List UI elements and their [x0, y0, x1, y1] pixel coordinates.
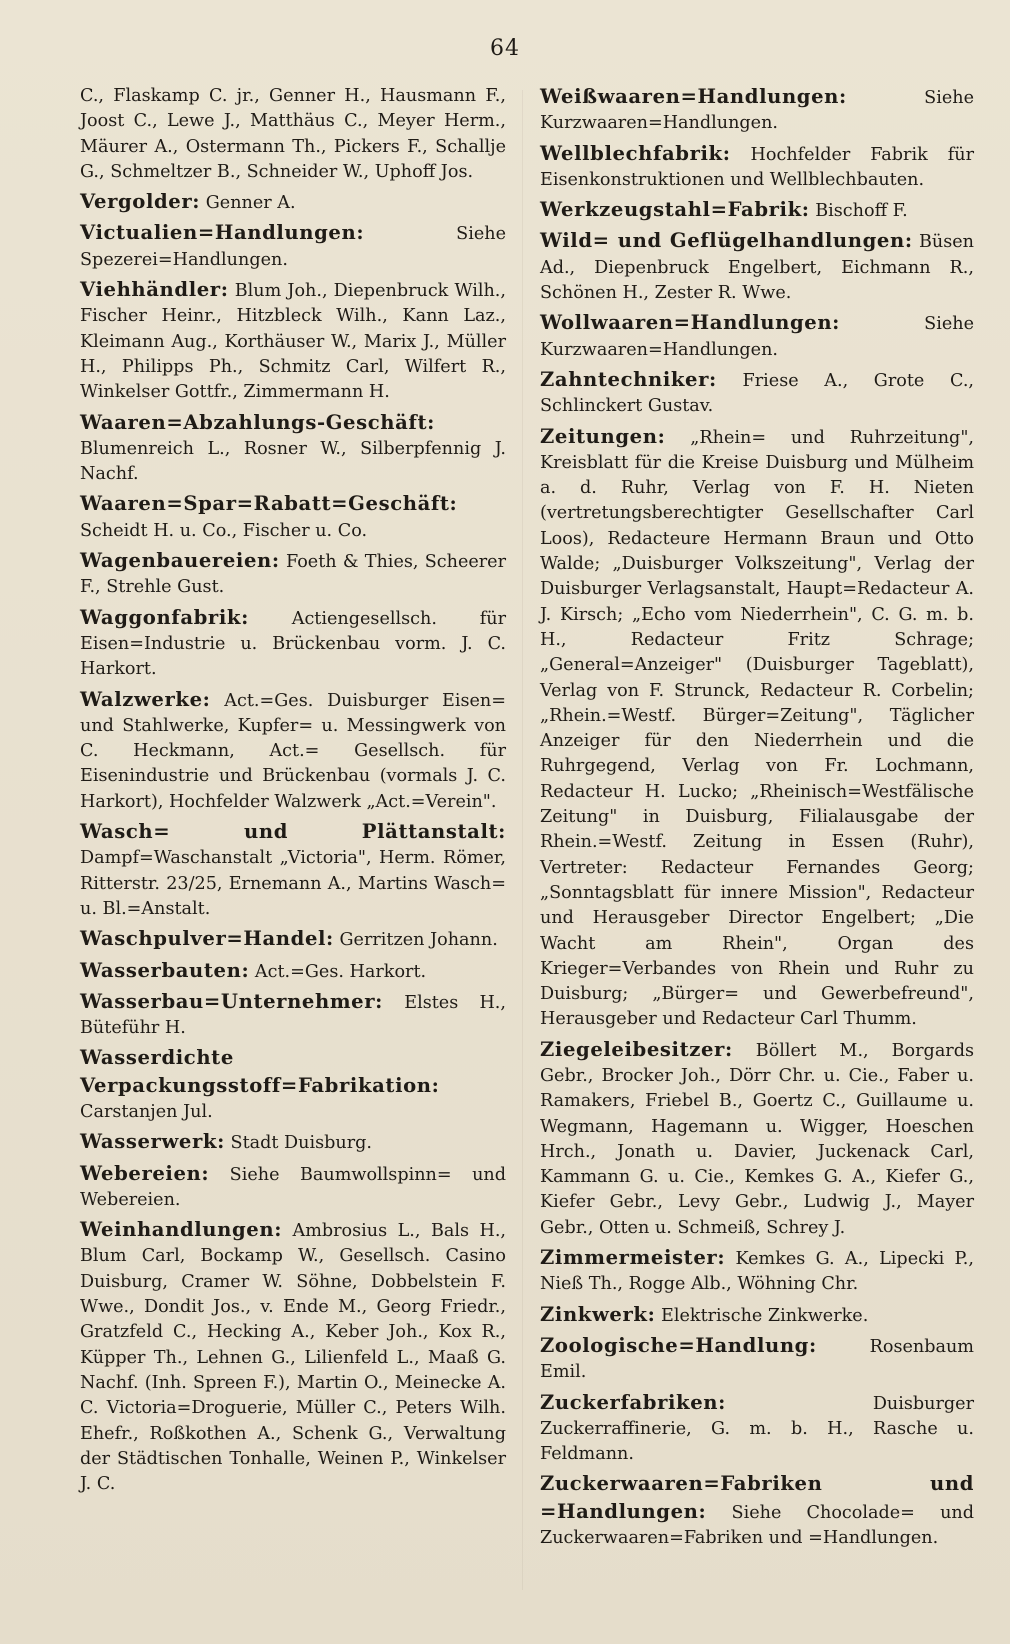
- directory-entry: [80, 1217, 506, 1497]
- entry-text: Ambrosius L., Bals H., Blum Carl, Bockamp W., Gesellsch. Casino Duisburg, Cramer W. Söhne, Dobbelstein F. Wwe., Dondit Jos., v. Ende M., Georg Friedr., Gratzfeld C., Hecking A., Keber Joh., Kox R., Küpper Th., Lehnen G., Lilienfeld L., Maaß G. Nachf. (Inh. Spreen F.), Martin O., Meinecke A. C. Victoria=Droguerie, Müller C., Peters Wilh. Ehefr., Roßkothen A., Schenk G., Verwaltung der Städtischen Tonhalle, Weinen P., Winkelser J. C.: [80, 1221, 507, 1495]
- entry-text: Dampf=Waschanstalt „Victoria", Herm. Römer, Ritterstr. 23/25, Ernemann A., Martins Wasch= u. Bl.=Anstalt.: [80, 848, 506, 919]
- entry-heading: Wasserdichte Verpackungsstoff=Fabrikation:: [80, 1046, 440, 1097]
- directory-entry: [540, 228, 974, 306]
- directory-entry: [540, 1471, 974, 1551]
- entry-text: Blum Joh., Diepenbruck Wilh., Fischer Heinr., Hitzbleck Wilh., Kann Laz., Kleimann Aug., Korthäuser W., Marix J., Müller H., Philipps Ph., Schmitz Carl, Wilfert R., Winkelser Gottfr., Zimmermann H.: [80, 281, 506, 403]
- column-gutter: [522, 90, 523, 1590]
- entry-text: Büsen Ad., Diepenbruck Engelbert, Eichmann R., Schönen H., Zester R. Wwe.: [540, 232, 974, 304]
- entry-heading: Zuckerfabriken:: [540, 1390, 726, 1414]
- directory-entry: [540, 1037, 974, 1241]
- entry-text: Siehe Spezerei=Handlungen.: [80, 224, 506, 270]
- directory-entry: [540, 310, 974, 363]
- entry-text: Stadt Duisburg.: [230, 1133, 373, 1154]
- entry-text: Hochfelder Fabrik für Eisenkonstruktionen und Wellblechbauten.: [540, 144, 975, 190]
- entry-text: Siehe Kurzwaaren=Handlungen.: [540, 314, 974, 360]
- entry-text: Rosenbaum Emil.: [540, 1336, 974, 1383]
- entry-heading: Wellblechfabrik:: [540, 141, 731, 165]
- entry-heading: Walzwerke:: [80, 687, 211, 711]
- entry-heading: Zeitungen:: [540, 424, 666, 448]
- directory-entry: [540, 1333, 974, 1386]
- directory-entry: [540, 424, 974, 1033]
- directory-entry: [540, 1390, 974, 1468]
- directory-entry: [540, 367, 974, 420]
- entry-heading: Zimmermeister:: [540, 1246, 726, 1270]
- directory-entry: [80, 84, 506, 185]
- directory-entry: [80, 548, 506, 601]
- entry-heading: Wagenbauereien:: [80, 549, 280, 573]
- entry-heading: Waggonfabrik:: [80, 605, 249, 629]
- left-column: [80, 84, 506, 1501]
- entry-heading: Wollwaaren=Handlungen:: [540, 311, 841, 335]
- entry-heading: Zoologische=Handlung:: [540, 1333, 817, 1357]
- entry-text: Siehe Baumwollspinn= und Webereien.: [80, 1164, 506, 1210]
- entry-heading: Waaren=Abzahlungs-Geschäft:: [80, 410, 435, 434]
- entry-text: Siehe Chocolade= und Zuckerwaaren=Fabriken und =Handlungen.: [540, 1502, 974, 1549]
- entry-text: Duisburger Zuckerraffinerie, G. m. b. H., Rasche u. Feldmann.: [540, 1393, 974, 1465]
- entry-text: Act.=Ges. Duisburger Eisen= und Stahlwerke, Kupfer= u. Messingwerk von C. Heckmann, Act.= Gesellsch. für Eisenindustrie und Brückenbau (vormals J. C. Harkort), Hochfelder Walzwerk „Act.=Verein".: [80, 690, 506, 812]
- entry-text: Bischoff F.: [815, 201, 908, 222]
- directory-entry: [80, 989, 506, 1042]
- entry-heading: Waaren=Spar=Rabatt=Geschäft:: [80, 492, 458, 516]
- entry-text: Böllert M., Borgards Gebr., Brocker Joh., Dörr Chr. u. Cie., Faber u. Ramakers, Friebel B., Goertz C., Guillaume u. Wegmann, Hagemann u. Wigger, Hoeschen Hrch., Jonath u. Davier, Juckenack Carl, Kammann G. u. Cie., Kemkes G. A., Kiefer G., Kiefer Gebr., Levy Gebr., Ludwig J., Mayer Gebr., Otten u. Schmeiß, Schrey J.: [540, 1040, 975, 1238]
- entry-text: Genner A.: [205, 193, 296, 214]
- entry-text: Actiengesellsch. für Eisen=Industrie u. Brückenbau vorm. J. C. Harkort.: [80, 608, 506, 680]
- directory-entry: [80, 1129, 506, 1156]
- entry-heading: Waschpulver=Handel:: [80, 927, 334, 951]
- directory-entry: [540, 197, 974, 224]
- entry-heading: Victualien=Handlungen:: [80, 221, 365, 245]
- directory-entry: [80, 410, 506, 488]
- entry-heading: Wasserbauten:: [80, 958, 250, 982]
- entry-heading: Werkzeugstahl=Fabrik:: [540, 198, 810, 222]
- entry-text: Siehe Kurzwaaren=Handlungen.: [540, 88, 974, 134]
- page-number: 64: [490, 36, 520, 61]
- directory-entry: [80, 1045, 506, 1125]
- entry-heading: Zinkwerk:: [540, 1302, 656, 1326]
- directory-entry: [80, 189, 506, 216]
- entry-text: Elstes H., Büteführ H.: [80, 992, 506, 1039]
- directory-entry: [80, 687, 506, 815]
- entry-text: Act.=Ges. Harkort.: [254, 961, 427, 982]
- entry-text: C., Flaskamp C. jr., Genner H., Hausmann F., Joost C., Lewe J., Matthäus C., Meyer Herm., Mäurer A., Ostermann Th., Pickers F., Schallje G., Schmeltzer B., Schneider W., Uphoff Jos.: [80, 86, 506, 182]
- entry-text: „Rhein= und Ruhrzeitung", Kreisblatt für die Kreise Duisburg und Mülheim a. d. Ruhr, Verlag von F. H. Nieten (vertretungsberechtigter Gesellschafter Carl Loos), Redacteure Hermann Braun und Otto Walde; „Duisburger Volkszeitung", Verlag der Duisburger Verlagsanstalt, Haupt=Redacteur A. J. Kirsch; „Echo vom Niederrhein", C. G. m. b. H., Redacteur Fritz Schrage; „General=Anzeiger" (Duisburger Tageblatt), Verlag von F. Strunck, Redacteur R. Corbelin; „Rhein.=Westf. Bürger=Zeitung", Täglicher Anzeiger für den Niederrhein und die Ruhrgegend, Verlag von Fr. Lochmann, Redacteur H. Lucko; „Rheinisch=Westfälische Zeitung" in Duisburg, Filialausgabe der Rhein.=Westf. Zeitung in Essen (Ruhr), Vertreter: Redacteur Fernandes Georg; „Sonntagsblatt für innere Mission", Redacteur und Herausgeber Director Engelbert; „Die Wacht am Rhein", Organ des Krieger=Verbandes von Rhein und Ruhr zu Duisburg; „Bürger= und Gewerbefreund", Herausgeber und Redacteur Carl Thumm.: [540, 427, 974, 1030]
- directory-entry: [80, 220, 506, 273]
- right-column: [540, 84, 974, 1555]
- directory-entry: [540, 1245, 974, 1298]
- entry-text: Carstanjen Jul.: [80, 1101, 213, 1122]
- entry-text: Blumenreich L., Rosner W., Silberpfennig J. Nachf.: [80, 438, 506, 485]
- entry-heading: Weißwaaren=Handlungen:: [540, 85, 847, 108]
- entry-heading: Vergolder:: [80, 190, 201, 214]
- directory-entry: [540, 84, 974, 137]
- entry-text: Elektrische Zinkwerke.: [661, 1305, 869, 1326]
- entry-heading: Viehhändler:: [80, 278, 229, 302]
- directory-entry: [80, 277, 506, 405]
- entry-heading: Weinhandlungen:: [80, 1218, 283, 1242]
- directory-entry: [80, 958, 506, 985]
- entry-text: Gerritzen Johann.: [339, 930, 498, 951]
- entry-heading: Ziegeleibesitzer:: [540, 1037, 733, 1061]
- directory-entry: [80, 926, 506, 953]
- entry-heading: Wasserwerk:: [80, 1130, 225, 1154]
- entry-heading: Wasch= und Plättanstalt:: [80, 820, 506, 844]
- directory-entry: [540, 1302, 974, 1329]
- entry-heading: Webereien:: [80, 1161, 210, 1185]
- directory-entry: [540, 141, 974, 194]
- entry-text: Foeth & Thies, Scheerer F., Strehle Gust.: [80, 552, 507, 598]
- entry-heading: Wild= und Geflügelhandlungen:: [540, 229, 913, 253]
- entry-heading: Zahntechniker:: [540, 367, 717, 391]
- entry-heading: Zuckerwaaren=Fabriken und =Handlungen:: [540, 1472, 974, 1523]
- directory-entry: [80, 605, 506, 683]
- directory-entry: [80, 1161, 506, 1214]
- directory-entry: [80, 491, 506, 544]
- directory-entry: [80, 819, 506, 922]
- entry-heading: Wasserbau=Unternehmer:: [80, 989, 383, 1013]
- entry-text: Kemkes G. A., Lipecki P., Nieß Th., Rogge Alb., Wöhning Chr.: [540, 1249, 974, 1295]
- entry-text: Friese A., Grote C., Schlinckert Gustav.: [540, 370, 975, 417]
- entry-text: Scheidt H. u. Co., Fischer u. Co.: [80, 520, 368, 541]
